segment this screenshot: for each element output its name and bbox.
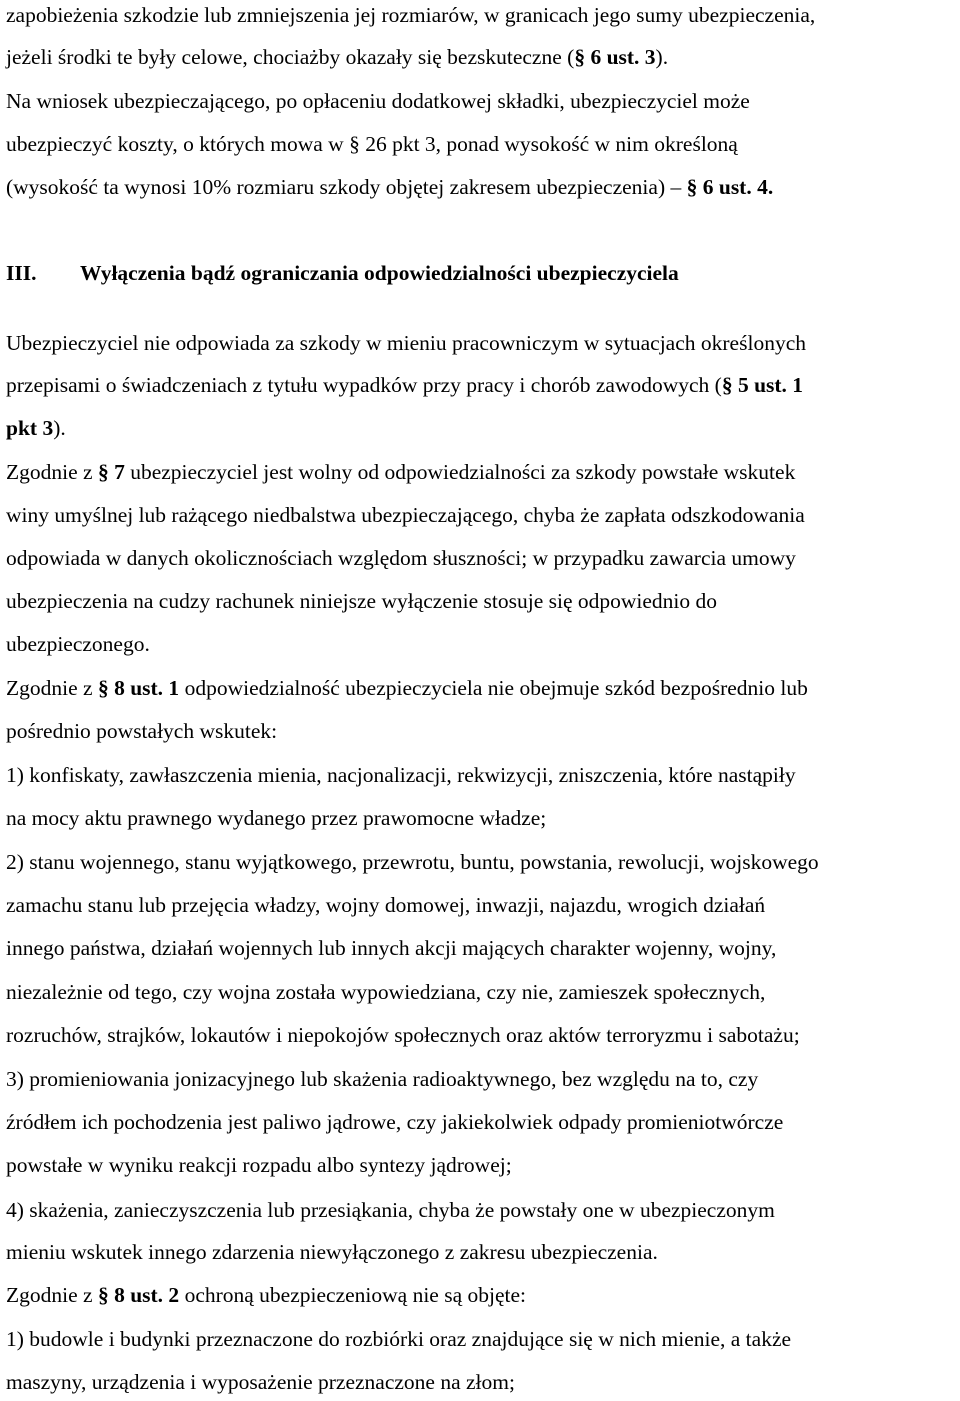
text-segment: ). <box>53 416 66 440</box>
text-line <box>6 673 956 703</box>
legal-reference: § 8 ust. 2 <box>97 1283 180 1307</box>
legal-reference: § 6 ust. 4. <box>686 175 774 199</box>
legal-reference: § 8 ust. 1 <box>97 676 180 700</box>
text-line <box>6 1020 956 1050</box>
text-line <box>6 500 956 530</box>
section-title: Wyłączenia bądź ograniczania odpowiedzialności ubezpieczyciela <box>80 261 679 285</box>
text-line <box>6 413 956 443</box>
text-segment: mieniu wskutek innego zdarzenia niewyłączonego z zakresu ubezpieczenia. <box>6 1240 658 1264</box>
text-segment: Zgodnie z <box>6 460 98 484</box>
section-heading <box>6 258 956 288</box>
text-segment: 4) skażenia, zanieczyszczenia lub przesiąkania, chyba że powstały one w ubezpieczonym <box>6 1198 775 1222</box>
text-line <box>6 933 956 963</box>
text-segment: ubezpieczyć koszty, o których mowa w § 26 pkt 3, ponad wysokość w nim określoną <box>6 132 738 156</box>
text-segment: jeżeli środki te były celowe, chociażby okazały się bezskuteczne ( <box>6 45 575 69</box>
text-segment: 3) promieniowania jonizacyjnego lub skażenia radioaktywnego, bez względu na to, czy <box>6 1067 759 1091</box>
text-segment: niezależnie od tego, czy wojna została wypowiedziana, czy nie, zamieszek społecznych, <box>6 980 766 1004</box>
text-line <box>6 629 956 659</box>
text-line <box>6 42 956 72</box>
text-segment: innego państwa, działań wojennych lub innych akcji mających charakter wojenny, wojny, <box>6 936 777 960</box>
text-segment: ubezpieczenia na cudzy rachunek niniejsze wyłączenie stosuje się odpowiednio do <box>6 589 718 613</box>
text-line <box>6 890 956 920</box>
text-segment: ubezpieczyciel jest wolny od odpowiedzialności za szkody powstałe wskutek <box>124 460 796 484</box>
text-segment: przepisami o świadczeniach z tytułu wypadków przy pracy i chorób zawodowych ( <box>6 373 722 397</box>
text-line <box>6 129 956 159</box>
text-line <box>6 1064 956 1094</box>
text-segment: 1) konfiskaty, zawłaszczenia mienia, nacjonalizacji, rekwizycji, zniszczenia, które nastąpiły <box>6 763 796 787</box>
text-segment: 1) budowle i budynki przeznaczone do rozbiórki oraz znajdujące się w nich mienie, a także <box>6 1327 792 1351</box>
text-line <box>6 328 956 358</box>
text-segment: ). <box>655 45 669 69</box>
section-number: III. <box>6 261 37 285</box>
text-line <box>6 1195 956 1225</box>
text-line <box>6 543 956 573</box>
legal-reference: § 7 <box>97 460 125 484</box>
text-segment: Na wniosek ubezpieczającego, po opłaceniu dodatkowej składki, ubezpieczyciel może <box>6 89 750 113</box>
text-segment: Zgodnie z <box>6 1283 98 1307</box>
text-segment: zamachu stanu lub przejęcia władzy, wojny domowej, inwazji, najazdu, wrogich działań <box>6 893 766 917</box>
legal-reference: § 5 ust. 1 <box>721 373 804 397</box>
text-segment: winy umyślnej lub rażącego niedbalstwa ubezpieczającego, chyba że zapłata odszkodowania <box>6 503 805 527</box>
text-segment: ubezpieczonego. <box>6 632 150 656</box>
text-segment: 2) stanu wojennego, stanu wyjątkowego, przewrotu, buntu, powstania, rewolucji, wojskowego <box>6 850 819 874</box>
text-line <box>6 370 956 400</box>
text-segment: Zgodnie z <box>6 676 98 700</box>
text-line <box>6 1367 956 1397</box>
legal-reference: § 6 ust. 3 <box>574 45 656 69</box>
text-segment: Ubezpieczyciel nie odpowiada za szkody w mieniu pracowniczym w sytuacjach określonych <box>6 331 806 355</box>
text-line <box>6 1324 956 1354</box>
text-line <box>6 172 956 202</box>
text-line <box>6 1107 956 1137</box>
text-segment: na mocy aktu prawnego wydanego przez prawomocne władze; <box>6 806 547 830</box>
text-line <box>6 847 956 877</box>
text-segment: źródłem ich pochodzenia jest paliwo jądrowe, czy jakiekolwiek odpady promieniotwórcze <box>6 1110 784 1134</box>
text-line <box>6 457 956 487</box>
text-segment: odpowiedzialność ubezpieczyciela nie obejmuje szkód bezpośrednio lub <box>179 676 808 700</box>
text-line <box>6 803 956 833</box>
text-segment: maszyny, urządzenia i wyposażenie przeznaczone na złom; <box>6 1370 515 1394</box>
text-line <box>6 1237 956 1267</box>
text-segment: pośrednio powstałych wskutek: <box>6 719 278 743</box>
text-line <box>6 86 956 116</box>
legal-reference: pkt 3 <box>6 416 54 440</box>
text-line <box>6 716 956 746</box>
text-segment: ochroną ubezpieczeniową nie są objęte: <box>179 1283 527 1307</box>
text-segment: powstałe w wyniku reakcji rozpadu albo syntezy jądrowej; <box>6 1153 512 1177</box>
text-segment: zapobieżenia szkodzie lub zmniejszenia jej rozmiarów, w granicach jego sumy ubezpieczenia, <box>6 3 816 27</box>
text-segment: odpowiada w danych okolicznościach względom słuszności; w przypadku zawarcia umowy <box>6 546 796 570</box>
text-line <box>6 760 956 790</box>
text-segment: rozruchów, strajków, lokautów i niepokojów społecznych oraz aktów terroryzmu i sabotażu; <box>6 1023 800 1047</box>
text-line <box>6 1150 956 1180</box>
text-line <box>6 1280 956 1310</box>
text-segment: (wysokość ta wynosi 10% rozmiaru szkody objętej zakresem ubezpieczenia) – <box>6 175 687 199</box>
text-line <box>6 0 956 30</box>
text-line <box>6 977 956 1007</box>
text-line <box>6 586 956 616</box>
